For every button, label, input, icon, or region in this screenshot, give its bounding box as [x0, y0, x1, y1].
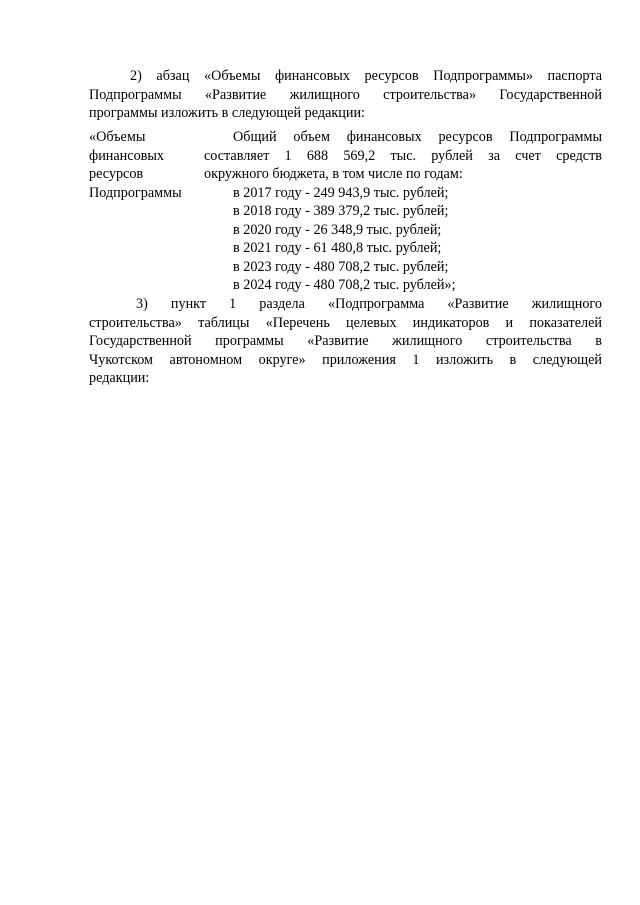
year-line: в 2017 году - 249 943,9 тыс. рублей; [233, 184, 449, 201]
text-line: 3) пункт 1 раздела «Подпрограмма «Развитие жилищного [136, 296, 602, 312]
text-line: строительства» таблицы «Перечень целевых индикаторов и показателей [89, 314, 602, 331]
year-line: в 2023 году - 480 708,2 тыс. рублей; [233, 258, 449, 275]
label-line: ресурсов [89, 166, 144, 182]
text-line: редакции: [89, 370, 150, 386]
year-line: в 2018 году - 389 379,2 тыс. рублей; [233, 203, 449, 219]
text-line: Подпрограммы «Развитие жилищного строительства» Государственной [89, 86, 602, 103]
value-line: составляет 1 688 569,2 тыс. рублей за счет средств [204, 147, 602, 164]
label-line: «Объемы [89, 129, 146, 145]
label-line: финансовых [89, 147, 164, 164]
value-line: окружного бюджета, в том числе по годам: [204, 166, 463, 182]
year-line: в 2020 году - 26 348,9 тыс. рублей; [233, 221, 442, 238]
text-line: Чукотском автономном округе» приложения 1 изложить в следующей [89, 351, 602, 368]
year-line: в 2021 году - 61 480,8 тыс. рублей; [233, 240, 442, 256]
text-line: программы изложить в следующей редакции: [89, 105, 365, 121]
text-line: Государственной программы «Развитие жилищного строительства в [89, 333, 602, 349]
year-line: в 2024 году - 480 708,2 тыс. рублей»; [233, 277, 456, 293]
paragraph-item-3 [89, 295, 602, 388]
text-line: 2) абзац «Объемы финансовых ресурсов Подпрограммы» паспорта [130, 68, 602, 84]
table-label-cell [89, 128, 199, 202]
label-line: Подпрограммы [89, 184, 182, 201]
table-value-cell [204, 128, 602, 295]
paragraph-item-2 [89, 67, 602, 123]
value-line: Общий объем финансовых ресурсов Подпрограммы [233, 129, 602, 145]
